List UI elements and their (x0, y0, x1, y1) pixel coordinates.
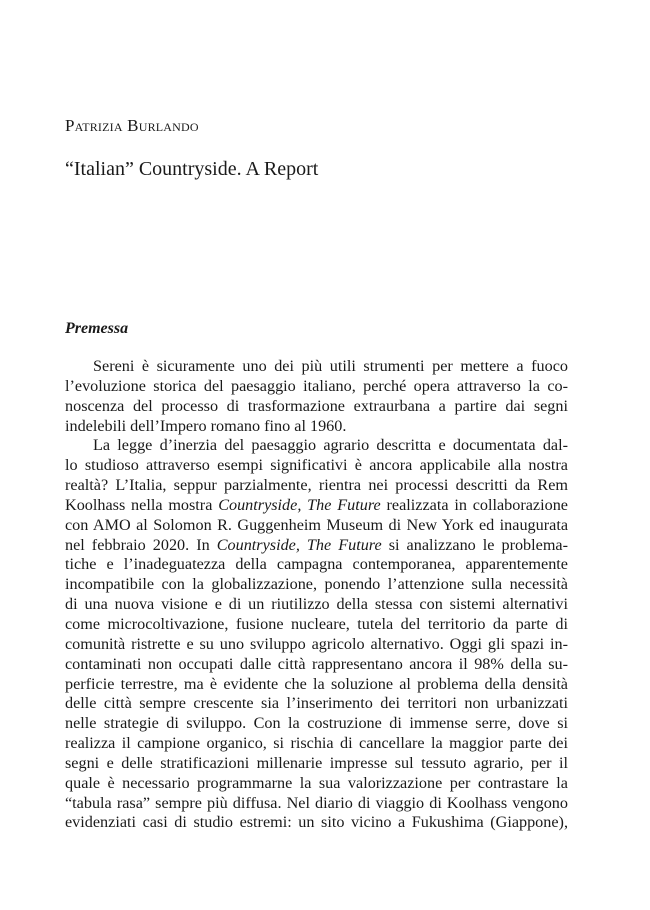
text-line: incompatibile con la globalizzazione, ponendo l’attenzione sulla necessità (65, 575, 568, 594)
exhibition-title: Countryside, The Future (218, 495, 381, 514)
section-heading: Premessa (65, 320, 129, 337)
chapter-title: “Italian” Countryside. A Report (65, 158, 319, 180)
text-line: delle città sempre crescente sia l’inserimento dei territori non urbanizzati (65, 694, 568, 713)
text-line: comunità ristrette e su uno sviluppo agricolo alternativo. Oggi gli spazi in- (65, 634, 568, 653)
body-text (65, 357, 568, 833)
text-line: quale è necessario programmarne la sua valorizzazione per contrastare la (65, 773, 568, 792)
text-line: Koolhass nella mostra Countryside, The Future realizzata in collaborazione (65, 495, 568, 514)
text-line: contaminati non occupati dalle città rappresentano ancora il 98% della su- (65, 654, 568, 673)
text-line: segni e delle stratificazioni millenarie impresse sul tessuto agrario, per il (65, 753, 568, 772)
text-line: Sereni è sicuramente uno dei più utili strumenti per mettere a fuoco (93, 357, 568, 375)
text-line: noscenza del processo di trasformazione extraurbana a partire dai segni (65, 396, 568, 415)
text-line: tiche e l’inadeguatezza della campagna contemporanea, apparentemente (65, 555, 568, 574)
text-line: evidenziati casi di studio estremi: un sito vicino a Fukushima (Giappone), (65, 813, 568, 832)
text-line: La legge d’inerzia del paesaggio agrario descritta e documentata dal- (93, 436, 568, 455)
author-name: Patrizia Burlando (65, 116, 199, 135)
text-line: l’evoluzione storica del paesaggio italiano, perché opera attraverso la co- (65, 376, 568, 395)
text-line: come microcoltivazione, fusione nucleare, tutela del territorio da parte di (65, 614, 568, 633)
text-line: “tabula rasa” sempre più diffusa. Nel diario di viaggio di Koolhass vengono (65, 793, 568, 812)
text-line: di una nuova visione e di un riutilizzo della stessa con sistemi alternativi (65, 595, 568, 614)
text-line: realizza il campione organico, si rischia di cancellare la maggior parte dei (65, 734, 568, 753)
text-line: nel febbraio 2020. In Countryside, The Future si analizzano le problema- (65, 535, 569, 554)
text-line: nelle strategie di sviluppo. Con la costruzione di immense serre, dove si (65, 714, 568, 733)
exhibition-title: Countryside, The Future (216, 535, 382, 554)
text-line: lo studioso attraverso esempi significativi è ancora applicabile alla nostra (65, 456, 568, 475)
text-line: con AMO al Solomon R. Guggenheim Museum di New York ed inaugurata (65, 515, 568, 534)
text-line: realtà? L’Italia, seppur parzialmente, rientra nei processi descritti da Rem (65, 476, 568, 495)
text-line: indelebili dell’Impero romano fino al 1960. (65, 416, 347, 435)
text-line: perficie terrestre, ma è evidente che la soluzione al problema della densità (65, 674, 568, 693)
